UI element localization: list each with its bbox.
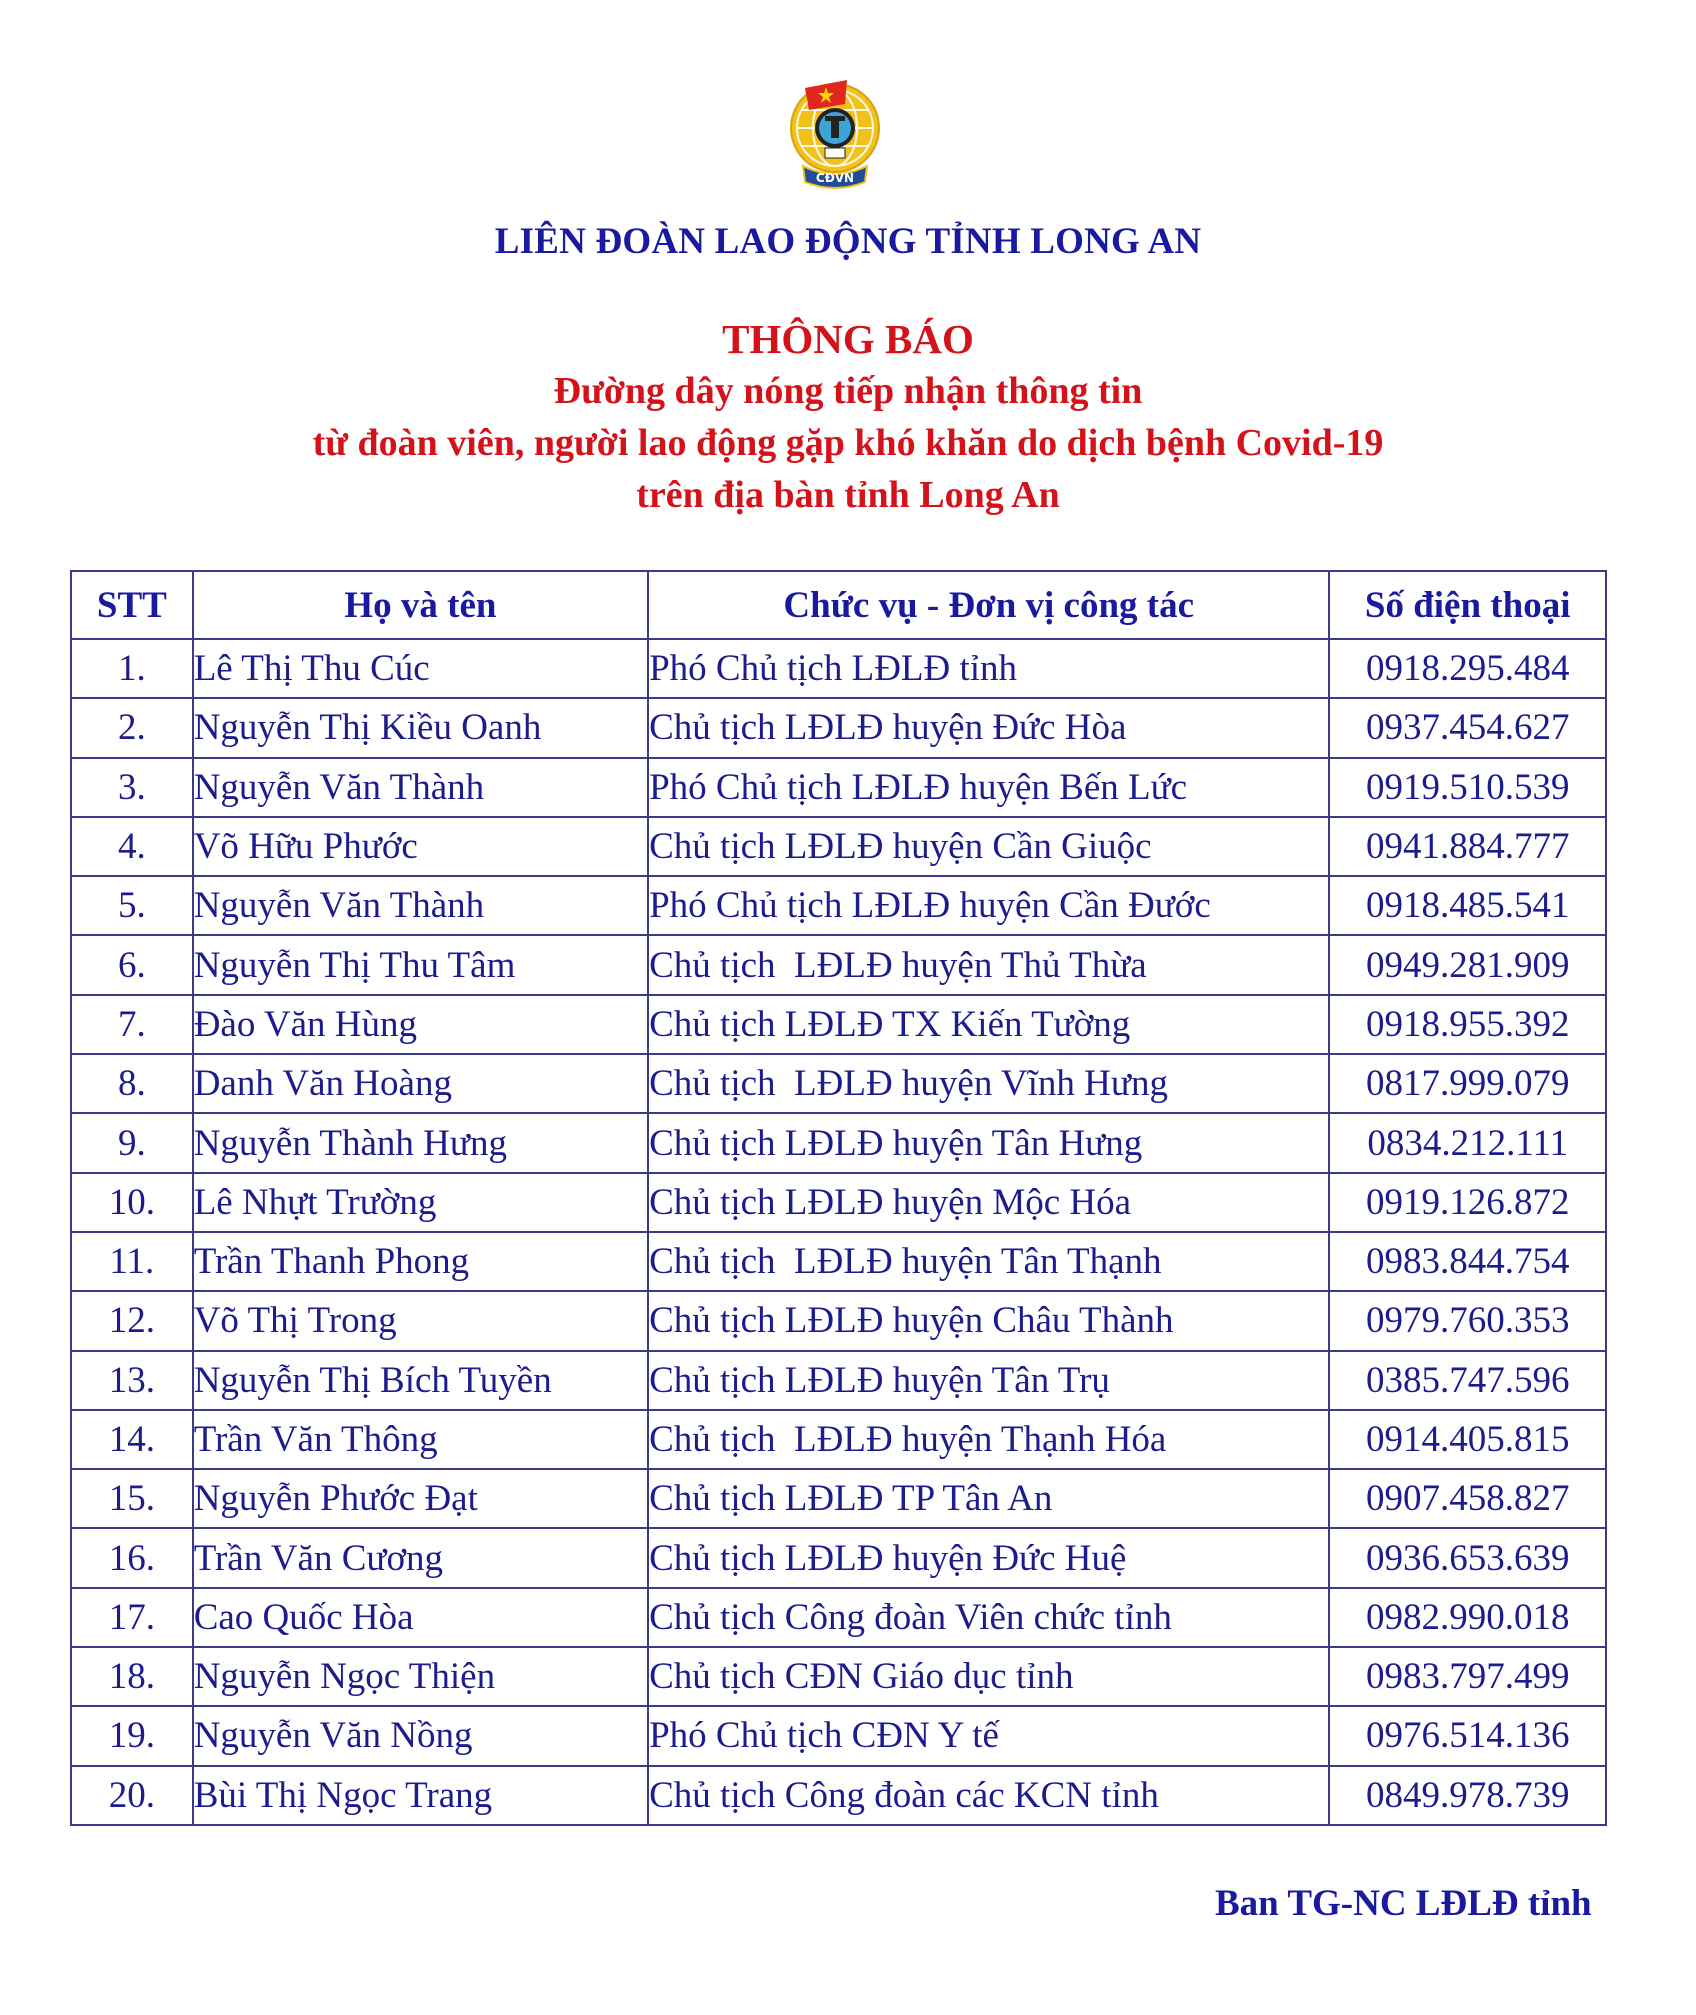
table-row bbox=[71, 817, 1606, 876]
table-row bbox=[71, 1410, 1606, 1469]
table-row bbox=[71, 1528, 1606, 1587]
column-header-name: Họ và tên bbox=[193, 571, 648, 639]
svg-text:CĐVN: CĐVN bbox=[815, 171, 855, 185]
table-row bbox=[71, 1588, 1606, 1647]
person-name: Nguyễn Văn Thành bbox=[193, 758, 648, 817]
person-name: Võ Thị Trong bbox=[193, 1291, 648, 1350]
table-row bbox=[71, 1766, 1606, 1825]
phone-number[interactable]: 0976.514.136 bbox=[1329, 1706, 1606, 1765]
phone-number[interactable]: 0834.212.111 bbox=[1329, 1113, 1606, 1172]
table-row bbox=[71, 1291, 1606, 1350]
person-name: Nguyễn Thị Kiều Oanh bbox=[193, 698, 648, 757]
phone-number[interactable]: 0983.844.754 bbox=[1329, 1232, 1606, 1291]
row-number: 10. bbox=[71, 1173, 193, 1232]
union-logo bbox=[785, 70, 885, 195]
position-unit: Chủ tịch Công đoàn Viên chức tỉnh bbox=[648, 1588, 1329, 1647]
person-name: Nguyễn Ngọc Thiện bbox=[193, 1647, 648, 1706]
position-unit: Chủ tịch LĐLĐ huyện Thạnh Hóa bbox=[648, 1410, 1329, 1469]
phone-number[interactable]: 0918.955.392 bbox=[1329, 995, 1606, 1054]
table-row bbox=[71, 876, 1606, 935]
table-row bbox=[71, 1351, 1606, 1410]
organization-name: LIÊN ĐOÀN LAO ĐỘNG TỈNH LONG AN bbox=[494, 221, 1202, 262]
row-number: 6. bbox=[71, 935, 193, 994]
hotline-table bbox=[70, 570, 1607, 1826]
position-unit: Chủ tịch LĐLĐ TX Kiến Tường bbox=[648, 995, 1329, 1054]
phone-number[interactable]: 0937.454.627 bbox=[1329, 698, 1606, 757]
phone-number[interactable]: 0979.760.353 bbox=[1329, 1291, 1606, 1350]
row-number: 16. bbox=[71, 1528, 193, 1587]
notice-title: THÔNG BÁO bbox=[722, 316, 974, 362]
person-name: Trần Văn Cương bbox=[193, 1528, 648, 1587]
person-name: Nguyễn Văn Thành bbox=[193, 876, 648, 935]
position-unit: Chủ tịch CĐN Giáo dục tỉnh bbox=[648, 1647, 1329, 1706]
phone-number[interactable]: 0982.990.018 bbox=[1329, 1588, 1606, 1647]
phone-number[interactable]: 0936.653.639 bbox=[1329, 1528, 1606, 1587]
person-name: Trần Văn Thông bbox=[193, 1410, 648, 1469]
row-number: 15. bbox=[71, 1469, 193, 1528]
person-name: Danh Văn Hoàng bbox=[193, 1054, 648, 1113]
position-unit: Chủ tịch LĐLĐ huyện Tân Trụ bbox=[648, 1351, 1329, 1410]
table-row bbox=[71, 1647, 1606, 1706]
person-name: Nguyễn Văn Nồng bbox=[193, 1706, 648, 1765]
person-name: Lê Nhựt Trường bbox=[193, 1173, 648, 1232]
notice-heading bbox=[0, 313, 1696, 521]
phone-number[interactable]: 0914.405.815 bbox=[1329, 1410, 1606, 1469]
phone-number[interactable]: 0949.281.909 bbox=[1329, 935, 1606, 994]
footer-signature: Ban TG-NC LĐLĐ tỉnh bbox=[1215, 1883, 1592, 1924]
table-row bbox=[71, 1469, 1606, 1528]
person-name: Nguyễn Thị Bích Tuyền bbox=[193, 1351, 648, 1410]
table-row bbox=[71, 935, 1606, 994]
position-unit: Chủ tịch LĐLĐ huyện Châu Thành bbox=[648, 1291, 1329, 1350]
position-unit: Chủ tịch LĐLĐ huyện Tân Thạnh bbox=[648, 1232, 1329, 1291]
row-number: 7. bbox=[71, 995, 193, 1054]
row-number: 9. bbox=[71, 1113, 193, 1172]
row-number: 12. bbox=[71, 1291, 193, 1350]
position-unit: Chủ tịch LĐLĐ huyện Mộc Hóa bbox=[648, 1173, 1329, 1232]
column-header-position: Chức vụ - Đơn vị công tác bbox=[648, 571, 1329, 639]
phone-number[interactable]: 0941.884.777 bbox=[1329, 817, 1606, 876]
notice-subtitle-line-3: trên địa bàn tỉnh Long An bbox=[636, 474, 1060, 516]
table-row bbox=[71, 1232, 1606, 1291]
phone-number[interactable]: 0385.747.596 bbox=[1329, 1351, 1606, 1410]
cdvn-emblem-icon bbox=[785, 70, 885, 195]
position-unit: Chủ tịch LĐLĐ huyện Thủ Thừa bbox=[648, 935, 1329, 994]
position-unit: Phó Chủ tịch LĐLĐ huyện Cần Đước bbox=[648, 876, 1329, 935]
person-name: Bùi Thị Ngọc Trang bbox=[193, 1766, 648, 1825]
column-header-phone: Số điện thoại bbox=[1329, 571, 1606, 639]
row-number: 4. bbox=[71, 817, 193, 876]
row-number: 20. bbox=[71, 1766, 193, 1825]
row-number: 14. bbox=[71, 1410, 193, 1469]
row-number: 3. bbox=[71, 758, 193, 817]
position-unit: Chủ tịch LĐLĐ huyện Đức Hòa bbox=[648, 698, 1329, 757]
person-name: Trần Thanh Phong bbox=[193, 1232, 648, 1291]
position-unit: Phó Chủ tịch CĐN Y tế bbox=[648, 1706, 1329, 1765]
row-number: 2. bbox=[71, 698, 193, 757]
table-row bbox=[71, 1113, 1606, 1172]
table-header-row bbox=[71, 571, 1606, 639]
notice-subtitle-line-1: Đường dây nóng tiếp nhận thông tin bbox=[553, 370, 1143, 412]
person-name: Đào Văn Hùng bbox=[193, 995, 648, 1054]
position-unit: Phó Chủ tịch LĐLĐ tỉnh bbox=[648, 639, 1329, 698]
person-name: Nguyễn Thành Hưng bbox=[193, 1113, 648, 1172]
row-number: 17. bbox=[71, 1588, 193, 1647]
position-unit: Chủ tịch LĐLĐ huyện Đức Huệ bbox=[648, 1528, 1329, 1587]
row-number: 19. bbox=[71, 1706, 193, 1765]
position-unit: Chủ tịch Công đoàn các KCN tỉnh bbox=[648, 1766, 1329, 1825]
phone-number[interactable]: 0849.978.739 bbox=[1329, 1766, 1606, 1825]
phone-number[interactable]: 0919.510.539 bbox=[1329, 758, 1606, 817]
person-name: Võ Hữu Phước bbox=[193, 817, 648, 876]
phone-number[interactable]: 0918.295.484 bbox=[1329, 639, 1606, 698]
phone-number[interactable]: 0817.999.079 bbox=[1329, 1054, 1606, 1113]
notice-subtitle-line-2: từ đoàn viên, người lao động gặp khó khăn do dịch bệnh Covid-19 bbox=[312, 422, 1384, 464]
person-name: Cao Quốc Hòa bbox=[193, 1588, 648, 1647]
position-unit: Chủ tịch LĐLĐ huyện Cần Giuộc bbox=[648, 817, 1329, 876]
phone-number[interactable]: 0983.797.499 bbox=[1329, 1647, 1606, 1706]
table-row bbox=[71, 995, 1606, 1054]
row-number: 13. bbox=[71, 1351, 193, 1410]
table-row bbox=[71, 698, 1606, 757]
table-row bbox=[71, 758, 1606, 817]
table-row bbox=[71, 1173, 1606, 1232]
phone-number[interactable]: 0907.458.827 bbox=[1329, 1469, 1606, 1528]
row-number: 18. bbox=[71, 1647, 193, 1706]
table-row bbox=[71, 1706, 1606, 1765]
person-name: Lê Thị Thu Cúc bbox=[193, 639, 648, 698]
position-unit: Chủ tịch LĐLĐ huyện Tân Hưng bbox=[648, 1113, 1329, 1172]
row-number: 11. bbox=[71, 1232, 193, 1291]
phone-number[interactable]: 0919.126.872 bbox=[1329, 1173, 1606, 1232]
position-unit: Chủ tịch LĐLĐ huyện Vĩnh Hưng bbox=[648, 1054, 1329, 1113]
position-unit: Phó Chủ tịch LĐLĐ huyện Bến Lức bbox=[648, 758, 1329, 817]
position-unit: Chủ tịch LĐLĐ TP Tân An bbox=[648, 1469, 1329, 1528]
table-row bbox=[71, 1054, 1606, 1113]
column-header-stt: STT bbox=[71, 571, 193, 639]
row-number: 1. bbox=[71, 639, 193, 698]
person-name: Nguyễn Thị Thu Tâm bbox=[193, 935, 648, 994]
row-number: 8. bbox=[71, 1054, 193, 1113]
person-name: Nguyễn Phước Đạt bbox=[193, 1469, 648, 1528]
table-row bbox=[71, 639, 1606, 698]
phone-number[interactable]: 0918.485.541 bbox=[1329, 876, 1606, 935]
row-number: 5. bbox=[71, 876, 193, 935]
